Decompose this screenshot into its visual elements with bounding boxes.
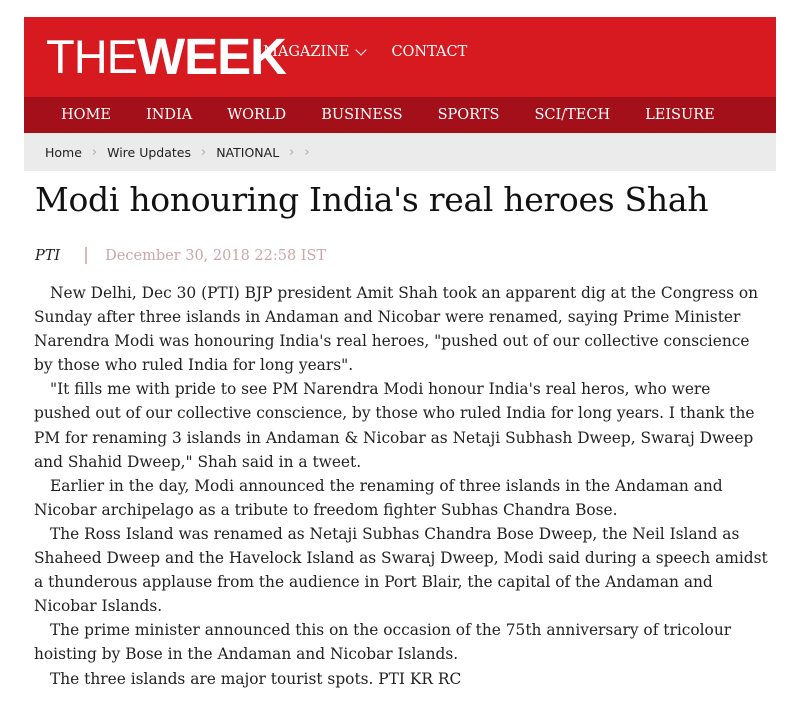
chevron-right-icon: › <box>289 144 295 160</box>
main-nav <box>24 97 776 133</box>
breadcrumb-home[interactable]: Home <box>45 144 82 160</box>
nav-magazine[interactable] <box>263 44 365 60</box>
chevron-right-icon: › <box>201 144 207 160</box>
chevron-down-icon <box>356 44 367 55</box>
article-byline <box>35 247 326 264</box>
main-nav-scitech[interactable]: SCI/TECH <box>534 107 611 123</box>
main-nav-india[interactable]: INDIA <box>145 107 193 123</box>
main-nav-sports[interactable]: SPORTS <box>437 107 500 123</box>
logo-the-text: THE <box>46 30 137 83</box>
breadcrumb-national[interactable]: NATIONAL <box>216 144 280 160</box>
article-body <box>34 281 769 691</box>
byline-divider <box>85 247 87 264</box>
main-nav-business[interactable]: BUSINESS <box>321 107 403 123</box>
top-nav <box>263 44 467 60</box>
breadcrumb-wire-updates[interactable]: Wire Updates <box>107 144 191 160</box>
article-title: Modi honouring India's real heroes Shah <box>35 180 709 219</box>
article-paragraph: The Ross Island was renamed as Netaji Subhas Chandra Bose Dweep, the Neil Island as Shaheed Dweep and the Havelock Island as Swaraj Dweep, Modi said during a speech amidst a thunderous applause from the audience in Port Blair, the capital of the Andaman and Nicobar Islands. <box>34 524 768 616</box>
chevron-right-icon: › <box>304 144 310 160</box>
breadcrumb <box>24 133 776 171</box>
nav-contact[interactable]: CONTACT <box>391 44 468 60</box>
article-paragraph: New Delhi, Dec 30 (PTI) BJP president Amit Shah took an apparent dig at the Congress on Sunday after three islands in Andaman and Nicobar were renamed, saying Prime Minister Narendra Modi was honouring India's real heroes, "pushed out of our collective conscience by those who ruled India for long years". <box>34 284 759 375</box>
article-author[interactable]: PTI <box>35 247 61 264</box>
logo-week-text: WEEK <box>137 28 286 85</box>
article-date: December 30, 2018 22:58 IST <box>105 247 327 264</box>
article-paragraph: The prime minister announced this on the occasion of the 75th anniversary of tricolour hoisting by Bose in the Andaman and Nicobar Islands. <box>34 621 732 664</box>
site-header <box>24 17 776 97</box>
article-paragraph: The three islands are major tourist spots. PTI KR RC <box>50 669 462 688</box>
article-paragraph: Earlier in the day, Modi announced the renaming of three islands in the Andaman and Nicobar archipelago as a tribute to freedom fighter Subhas Chandra Bose. <box>34 476 723 519</box>
main-nav-world[interactable]: WORLD <box>227 107 287 123</box>
nav-magazine-label: MAGAZINE <box>263 44 350 60</box>
main-nav-leisure[interactable]: LEISURE <box>645 107 715 123</box>
article-paragraph: "It fills me with pride to see PM Narendra Modi honour India's real heros, who were pushed out of our collective conscience, by those who ruled India for long years. I thank the PM for renaming 3 islands in Andaman & Nicobar as Netaji Subhash Dweep, Swaraj Dweep and Shahid Dweep," Shah said in a tweet. <box>34 380 755 471</box>
site-logo[interactable] <box>46 28 286 85</box>
chevron-right-icon: › <box>91 144 98 160</box>
main-nav-home[interactable]: HOME <box>61 107 111 123</box>
